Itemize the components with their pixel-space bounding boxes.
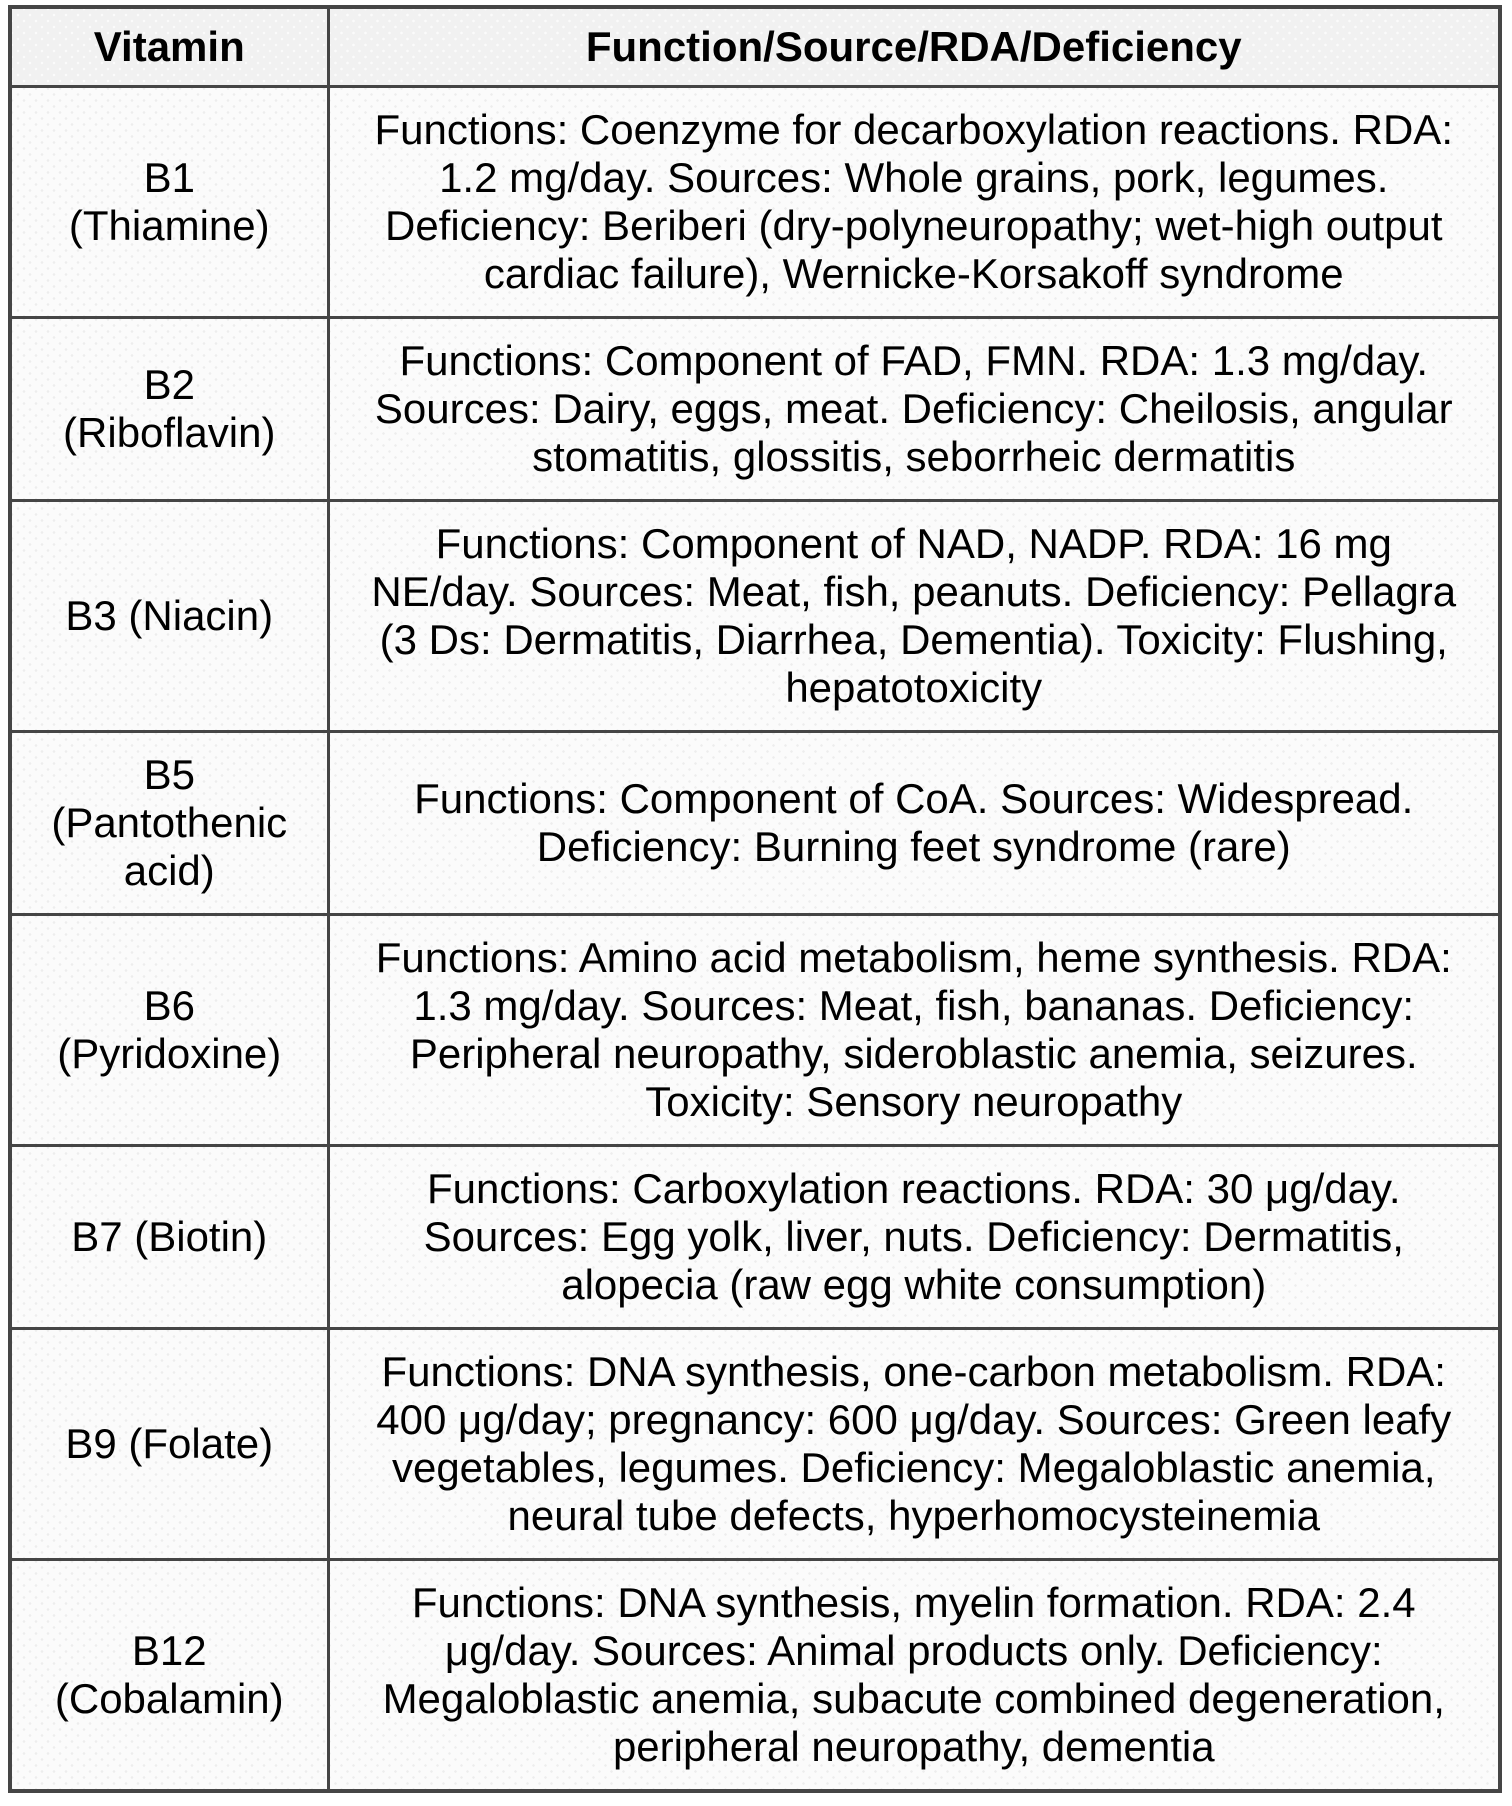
vitamin-cell: B12 (Cobalamin) [10,1560,328,1792]
table-row-b12 [10,1560,1500,1792]
vitamin-cell: B6 (Pyridoxine) [10,915,328,1146]
details-cell: Functions: Component of CoA. Sources: Widespread. Deficiency: Burning feet syndrome (rare) [328,732,1500,915]
table-row-b3 [10,501,1500,732]
table-row-b2 [10,318,1500,501]
table-row-b7 [10,1146,1500,1329]
table-row-b6 [10,915,1500,1146]
table-row-b5 [10,732,1500,915]
vitamin-cell: B3 (Niacin) [10,501,328,732]
details-cell: Functions: DNA synthesis, myelin formation. RDA: 2.4 μg/day. Sources: Animal products only. Deficiency: Megaloblastic anemia, subacute combined degeneration, peripheral neuropathy, dementia [328,1560,1500,1792]
details-cell: Functions: Carboxylation reactions. RDA: 30 μg/day. Sources: Egg yolk, liver, nuts. Deficiency: Dermatitis, alopecia (raw egg white consumption) [328,1146,1500,1329]
vitamin-cell: B5 (Pantothenic acid) [10,732,328,915]
details-cell: Functions: Coenzyme for decarboxylation reactions. RDA: 1.2 mg/day. Sources: Whole grains, pork, legumes. Deficiency: Beriberi (dry-polyneuropathy; wet-high output cardiac failure), Wernicke-Korsakoff syndrome [328,87,1500,318]
table-row-b9 [10,1329,1500,1560]
vitamin-cell: B7 (Biotin) [10,1146,328,1329]
table-row-b1 [10,87,1500,318]
vitamin-cell: B1 (Thiamine) [10,87,328,318]
details-cell: Functions: Component of FAD, FMN. RDA: 1.3 mg/day. Sources: Dairy, eggs, meat. Deficiency: Cheilosis, angular stomatitis, glossitis, seborrheic dermatitis [328,318,1500,501]
column-header-details: Function/Source/RDA/Deficiency [328,7,1500,87]
details-cell: Functions: DNA synthesis, one-carbon metabolism. RDA: 400 μg/day; pregnancy: 600 μg/day. Sources: Green leafy vegetables, legumes. Deficiency: Megaloblastic anemia, neural tube defects, hyperhomocysteinemia [328,1329,1500,1560]
details-cell: Functions: Component of NAD, NADP. RDA: 16 mg NE/day. Sources: Meat, fish, peanuts. Deficiency: Pellagra (3 Ds: Dermatitis, Diarrhea, Dementia). Toxicity: Flushing, hepatotoxicity [328,501,1500,732]
vitamin-cell: B9 (Folate) [10,1329,328,1560]
table-header-row [10,7,1500,87]
vitamin-table [8,5,1502,1793]
vitamin-cell: B2 (Riboflavin) [10,318,328,501]
column-header-vitamin: Vitamin [10,7,328,87]
details-cell: Functions: Amino acid metabolism, heme synthesis. RDA: 1.3 mg/day. Sources: Meat, fish, bananas. Deficiency: Peripheral neuropathy, sideroblastic anemia, seizures. Toxicity: Sensory neuropathy [328,915,1500,1146]
